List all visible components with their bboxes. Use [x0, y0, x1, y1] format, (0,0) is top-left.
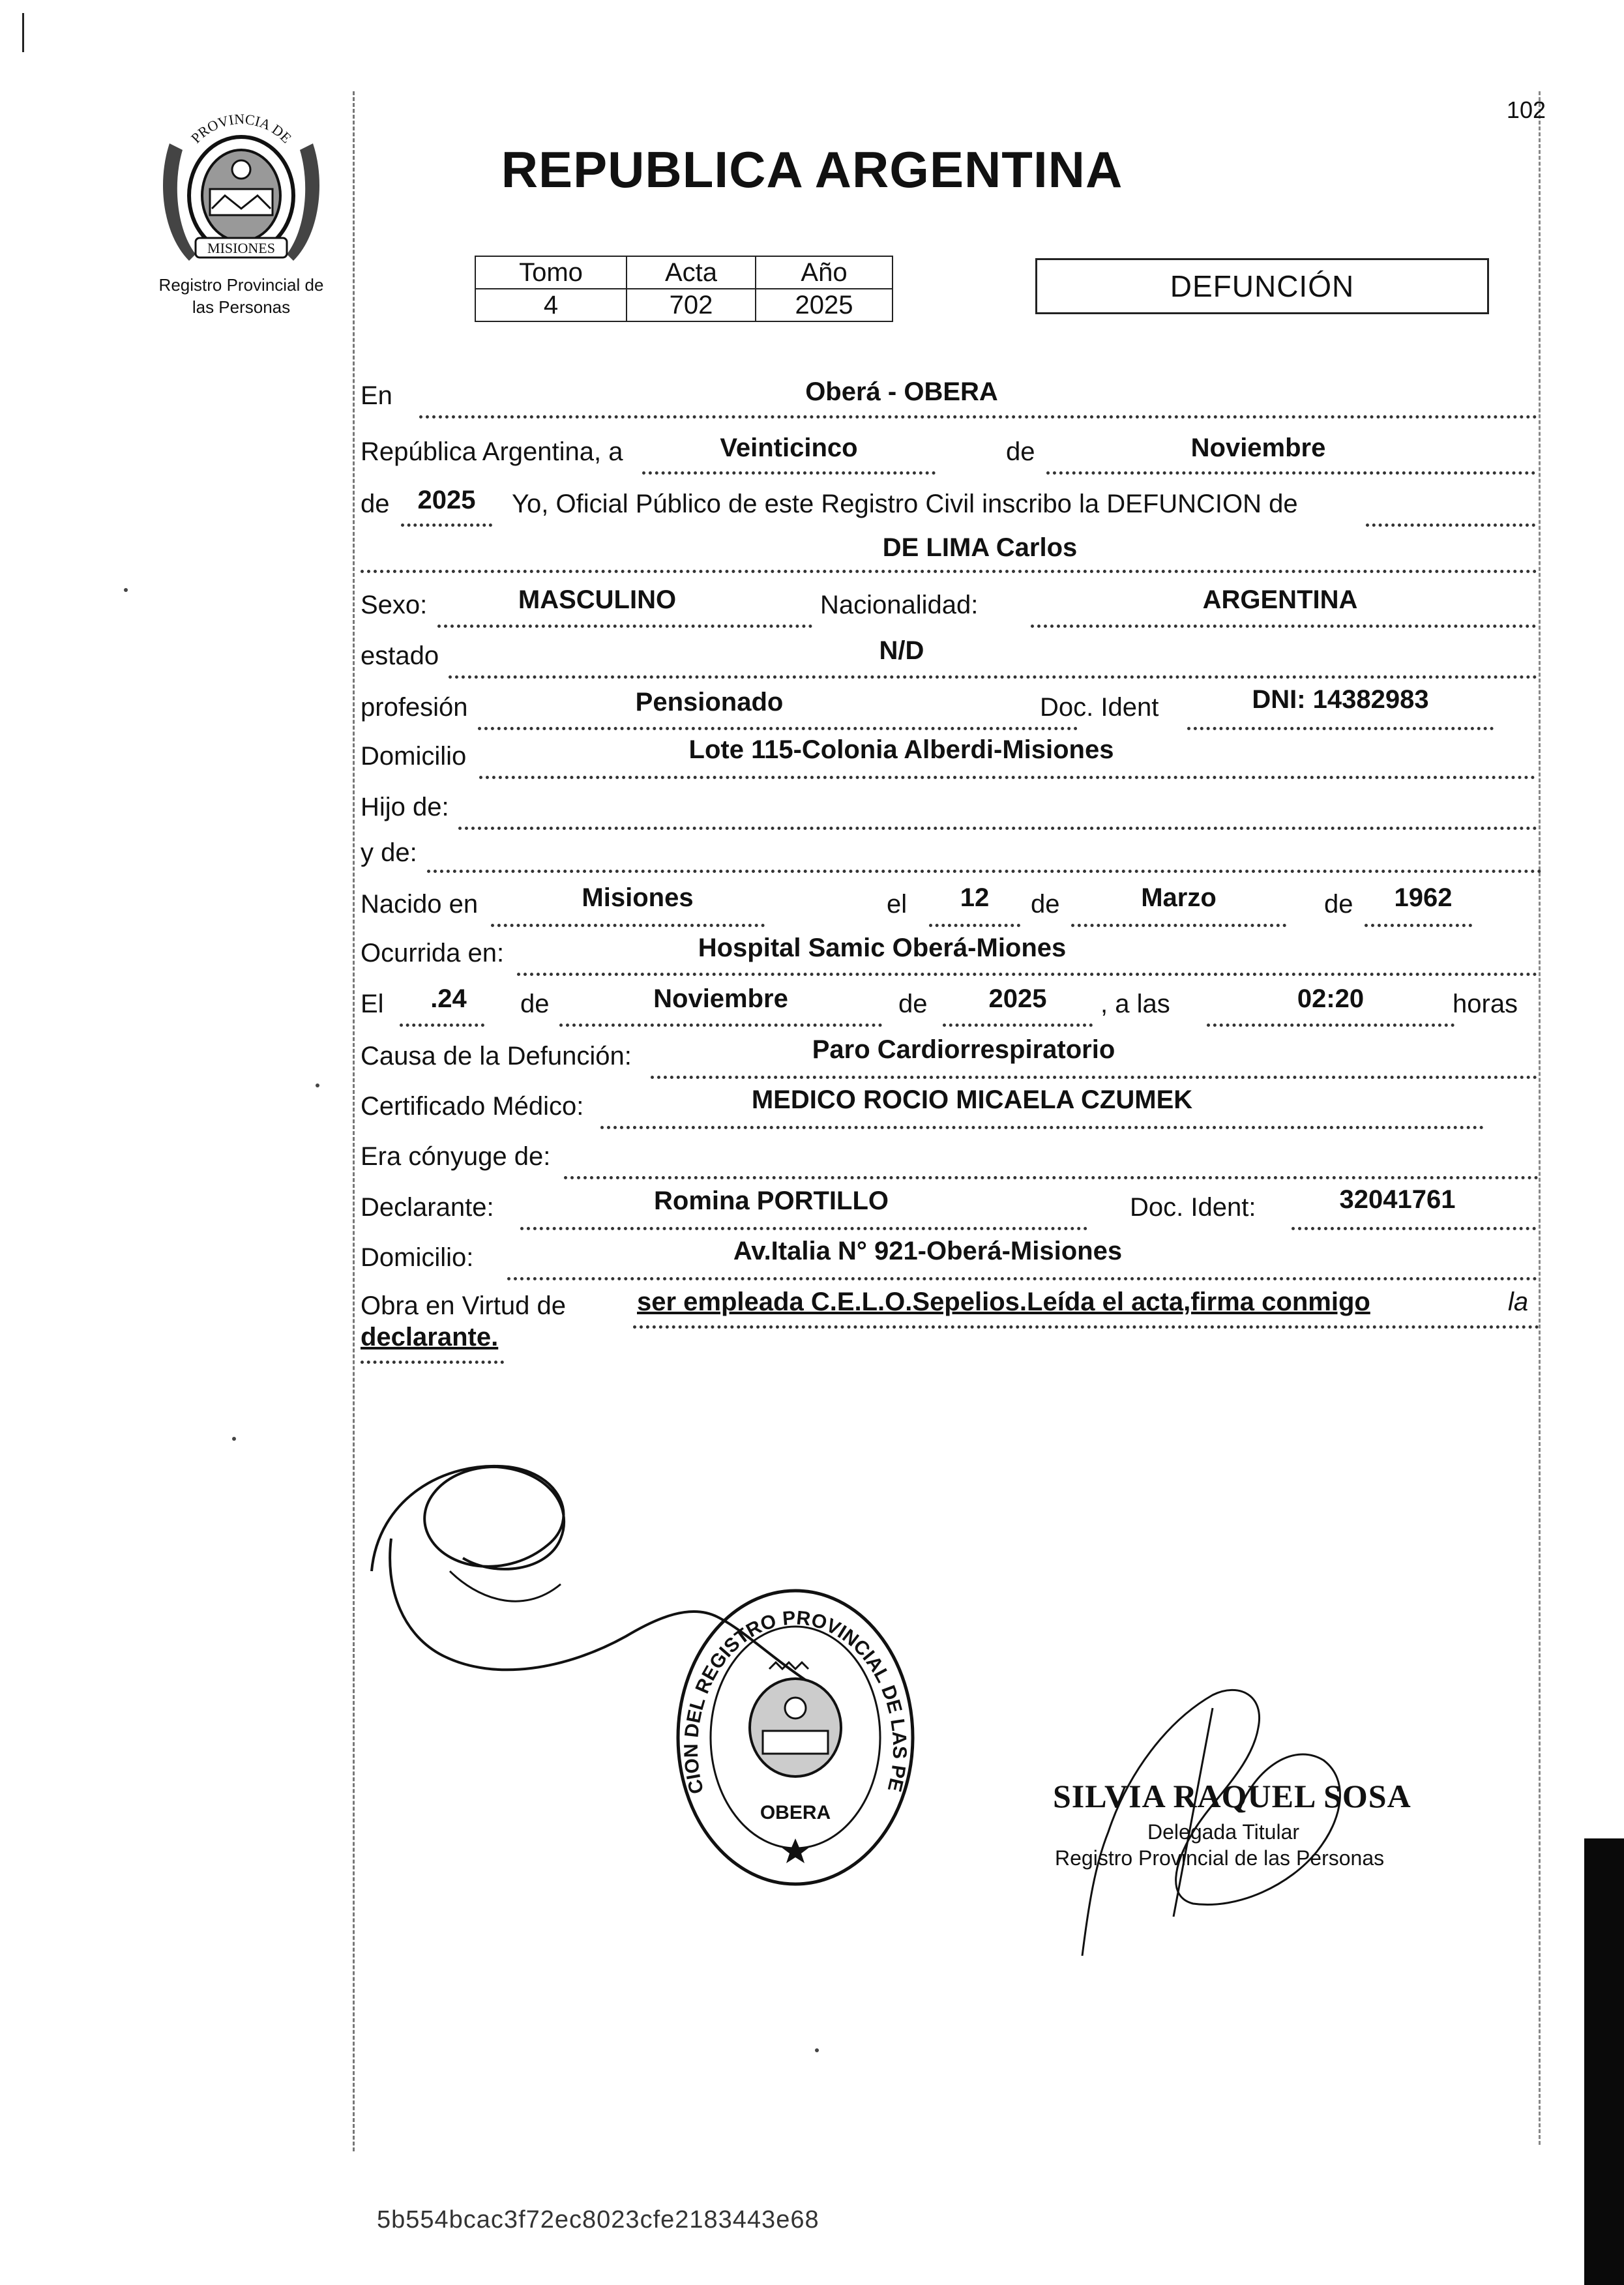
signer-role: Delegada Titular [1147, 1820, 1300, 1844]
row-cause [361, 1035, 1541, 1081]
row-place-of-death [361, 934, 1541, 979]
emblem-text-top: PROVINCIA DE [187, 110, 295, 147]
emblem-text-bottom: MISIONES [207, 240, 275, 256]
dotted-line [1366, 523, 1535, 527]
muerte-mes-value: Noviembre [653, 984, 788, 1013]
dotted-line [437, 625, 812, 628]
scan-speck [124, 588, 128, 592]
registrar-signature [1043, 1669, 1434, 1969]
tomo-value: 4 [475, 289, 627, 321]
certificado-value: MEDICO ROCIO MICAELA CZUMEK [751, 1085, 1193, 1114]
ocurrida-label: Ocurrida en: [361, 939, 505, 967]
month-value: Noviembre [1190, 434, 1326, 462]
de-label: de [520, 990, 550, 1018]
dotted-line [458, 827, 1537, 830]
republica-label: República Argentina, a [361, 437, 623, 466]
dotted-line [449, 675, 1537, 679]
conyuge-label: Era cónyuge de: [361, 1142, 551, 1171]
stamp-city: OBERA [760, 1802, 831, 1823]
inscribo-text: Yo, Oficial Público de este Registro Civil inscribo la DEFUNCION de [512, 490, 1298, 518]
el-label: el [887, 890, 908, 919]
muerte-hora-value: 02:20 [1297, 984, 1365, 1013]
y-de-label: y de: [361, 838, 417, 867]
dotted-line [564, 1176, 1539, 1179]
nacido-lugar-value: Misiones [582, 883, 694, 912]
estado-label: estado [361, 641, 439, 670]
profesion-value: Pensionado [635, 688, 784, 716]
dotted-line [361, 570, 1537, 573]
reference-value-row [475, 289, 893, 321]
page-number: 102 [1506, 96, 1546, 123]
dotted-line [1031, 625, 1536, 628]
reference-header-row [475, 256, 893, 289]
scan-edge-bar [1584, 1838, 1624, 2285]
hijo-label: Hijo de: [361, 793, 449, 821]
dotted-line [507, 1277, 1537, 1280]
row-inscription [361, 486, 1541, 531]
dotted-line [651, 1076, 1537, 1079]
dotted-line [600, 1126, 1484, 1129]
dotted-line [479, 776, 1535, 779]
horas-label: horas [1453, 990, 1518, 1018]
obra-label: Obra en Virtud de [361, 1291, 567, 1320]
sexo-value: MASCULINO [518, 585, 677, 614]
stamp-ring-text: CION DEL REGISTRO PROVINCIAL DE LAS PE [680, 1607, 911, 1796]
dotted-line [1187, 727, 1494, 730]
issuer-caption [127, 274, 355, 318]
declarante-label: Declarante: [361, 1193, 494, 1222]
row-place [361, 377, 1541, 427]
dotted-line [943, 1024, 1093, 1027]
el-cap-label: El [361, 990, 384, 1018]
de-label: de [1031, 890, 1060, 919]
row-date-of-death [361, 984, 1541, 1030]
row-declaration-basis [361, 1288, 1541, 1379]
scan-speck [316, 1084, 319, 1087]
row-medical-certificate [361, 1085, 1541, 1131]
doc-label: Doc. Ident [1040, 693, 1159, 722]
obra-text-la: la [1508, 1288, 1529, 1316]
nacido-dia-value: 12 [960, 883, 990, 912]
dotted-line [427, 870, 1542, 873]
year-value: 2025 [417, 486, 476, 514]
row-mother [361, 834, 1541, 880]
row-father [361, 789, 1541, 834]
anio-value: 2025 [756, 289, 893, 321]
estado-value: N/D [879, 636, 924, 665]
document-hash: 5b554bcac3f72ec8023cfe2183443e68 [377, 2206, 819, 2233]
doc-value: DNI: 14382983 [1252, 685, 1429, 714]
dotted-line [1292, 1227, 1536, 1230]
declarante-doc-label: Doc. Ident: [1130, 1193, 1256, 1222]
nacionalidad-label: Nacionalidad: [820, 591, 979, 619]
scan-speck [815, 2048, 819, 2052]
obra-text-line2: declarante. [361, 1323, 499, 1351]
row-address [361, 737, 1541, 782]
acta-header: Acta [627, 256, 756, 289]
profesion-label: profesión [361, 693, 468, 722]
issuer-caption-line2: las Personas [192, 297, 291, 317]
de-label: de [1006, 437, 1035, 466]
page-title: REPUBLICA ARGENTINA [501, 141, 1123, 198]
dotted-line [1365, 924, 1472, 927]
certificado-label: Certificado Médico: [361, 1092, 584, 1121]
muerte-anio-value: 2025 [988, 984, 1047, 1013]
dotted-line [633, 1325, 1539, 1329]
de-label: de [898, 990, 928, 1018]
nacionalidad-value: ARGENTINA [1202, 585, 1358, 614]
dotted-line [478, 727, 1078, 730]
domicilio2-value: Av.Italia N° 921-Oberá-Misiones [733, 1237, 1123, 1265]
de-label: de [361, 490, 390, 518]
dotted-line [929, 924, 1020, 927]
causa-label: Causa de la Defunción: [361, 1042, 632, 1070]
scan-mark [22, 13, 24, 52]
signer-office: Registro Provincial de las Personas [1055, 1846, 1385, 1870]
signer-name: SILVIA RAQUEL SOSA [1053, 1778, 1411, 1814]
acta-value: 702 [627, 289, 756, 321]
row-civil-status [361, 638, 1541, 683]
deceased-name-value: DE LIMA Carlos [882, 533, 1078, 562]
reference-table [475, 256, 893, 322]
domicilio-value: Lote 115-Colonia Alberdi-Misiones [688, 735, 1114, 764]
tomo-header: Tomo [475, 256, 627, 289]
causa-value: Paro Cardiorrespiratorio [812, 1035, 1115, 1064]
row-declarant-address [361, 1235, 1541, 1281]
dotted-line [559, 1024, 882, 1027]
left-margin-line [353, 91, 355, 2151]
declarante-value: Romina PORTILLO [654, 1187, 889, 1215]
row-date [361, 434, 1541, 479]
declarante-doc-value: 32041761 [1339, 1185, 1456, 1214]
row-sex-nationality [361, 587, 1541, 632]
issuer-caption-line1: Registro Provincial de [158, 275, 324, 295]
dotted-line [361, 1361, 504, 1364]
dotted-line [520, 1227, 1087, 1230]
nacido-label: Nacido en [361, 890, 479, 919]
scan-speck [232, 1437, 236, 1441]
day-words-value: Veinticinco [720, 434, 858, 462]
nacido-anio-value: 1962 [1394, 883, 1453, 912]
a-las-label: , a las [1100, 990, 1170, 1018]
obra-text-line1: ser empleada C.E.L.O.Sepelios.Leída el acta,firma conmigo [637, 1288, 1370, 1316]
dotted-line [419, 415, 1537, 419]
row-declarant [361, 1185, 1541, 1231]
record-type-box: DEFUNCIÓN [1035, 258, 1489, 314]
domicilio2-label: Domicilio: [361, 1243, 474, 1272]
en-label: En [361, 381, 392, 410]
dotted-line [401, 523, 492, 527]
dotted-line [1071, 924, 1286, 927]
dotted-line [1207, 1024, 1454, 1027]
anio-header: Año [756, 256, 893, 289]
row-profession [361, 685, 1541, 733]
domicilio-label: Domicilio [361, 742, 467, 771]
official-stamp [665, 1578, 926, 1897]
place-value: Oberá - OBERA [805, 377, 998, 406]
row-birth [361, 883, 1541, 929]
de-label: de [1324, 890, 1353, 919]
muerte-dia-value: .24 [430, 984, 467, 1013]
nacido-mes-value: Marzo [1141, 883, 1217, 912]
row-spouse [361, 1136, 1541, 1181]
dotted-line [400, 1024, 484, 1027]
dotted-line [1046, 471, 1535, 475]
dotted-line [517, 973, 1537, 976]
dotted-line [491, 924, 765, 927]
dotted-line [642, 471, 936, 475]
row-deceased-name [361, 533, 1541, 582]
ocurrida-value: Hospital Samic Oberá-Miones [698, 934, 1067, 962]
sexo-label: Sexo: [361, 591, 428, 619]
